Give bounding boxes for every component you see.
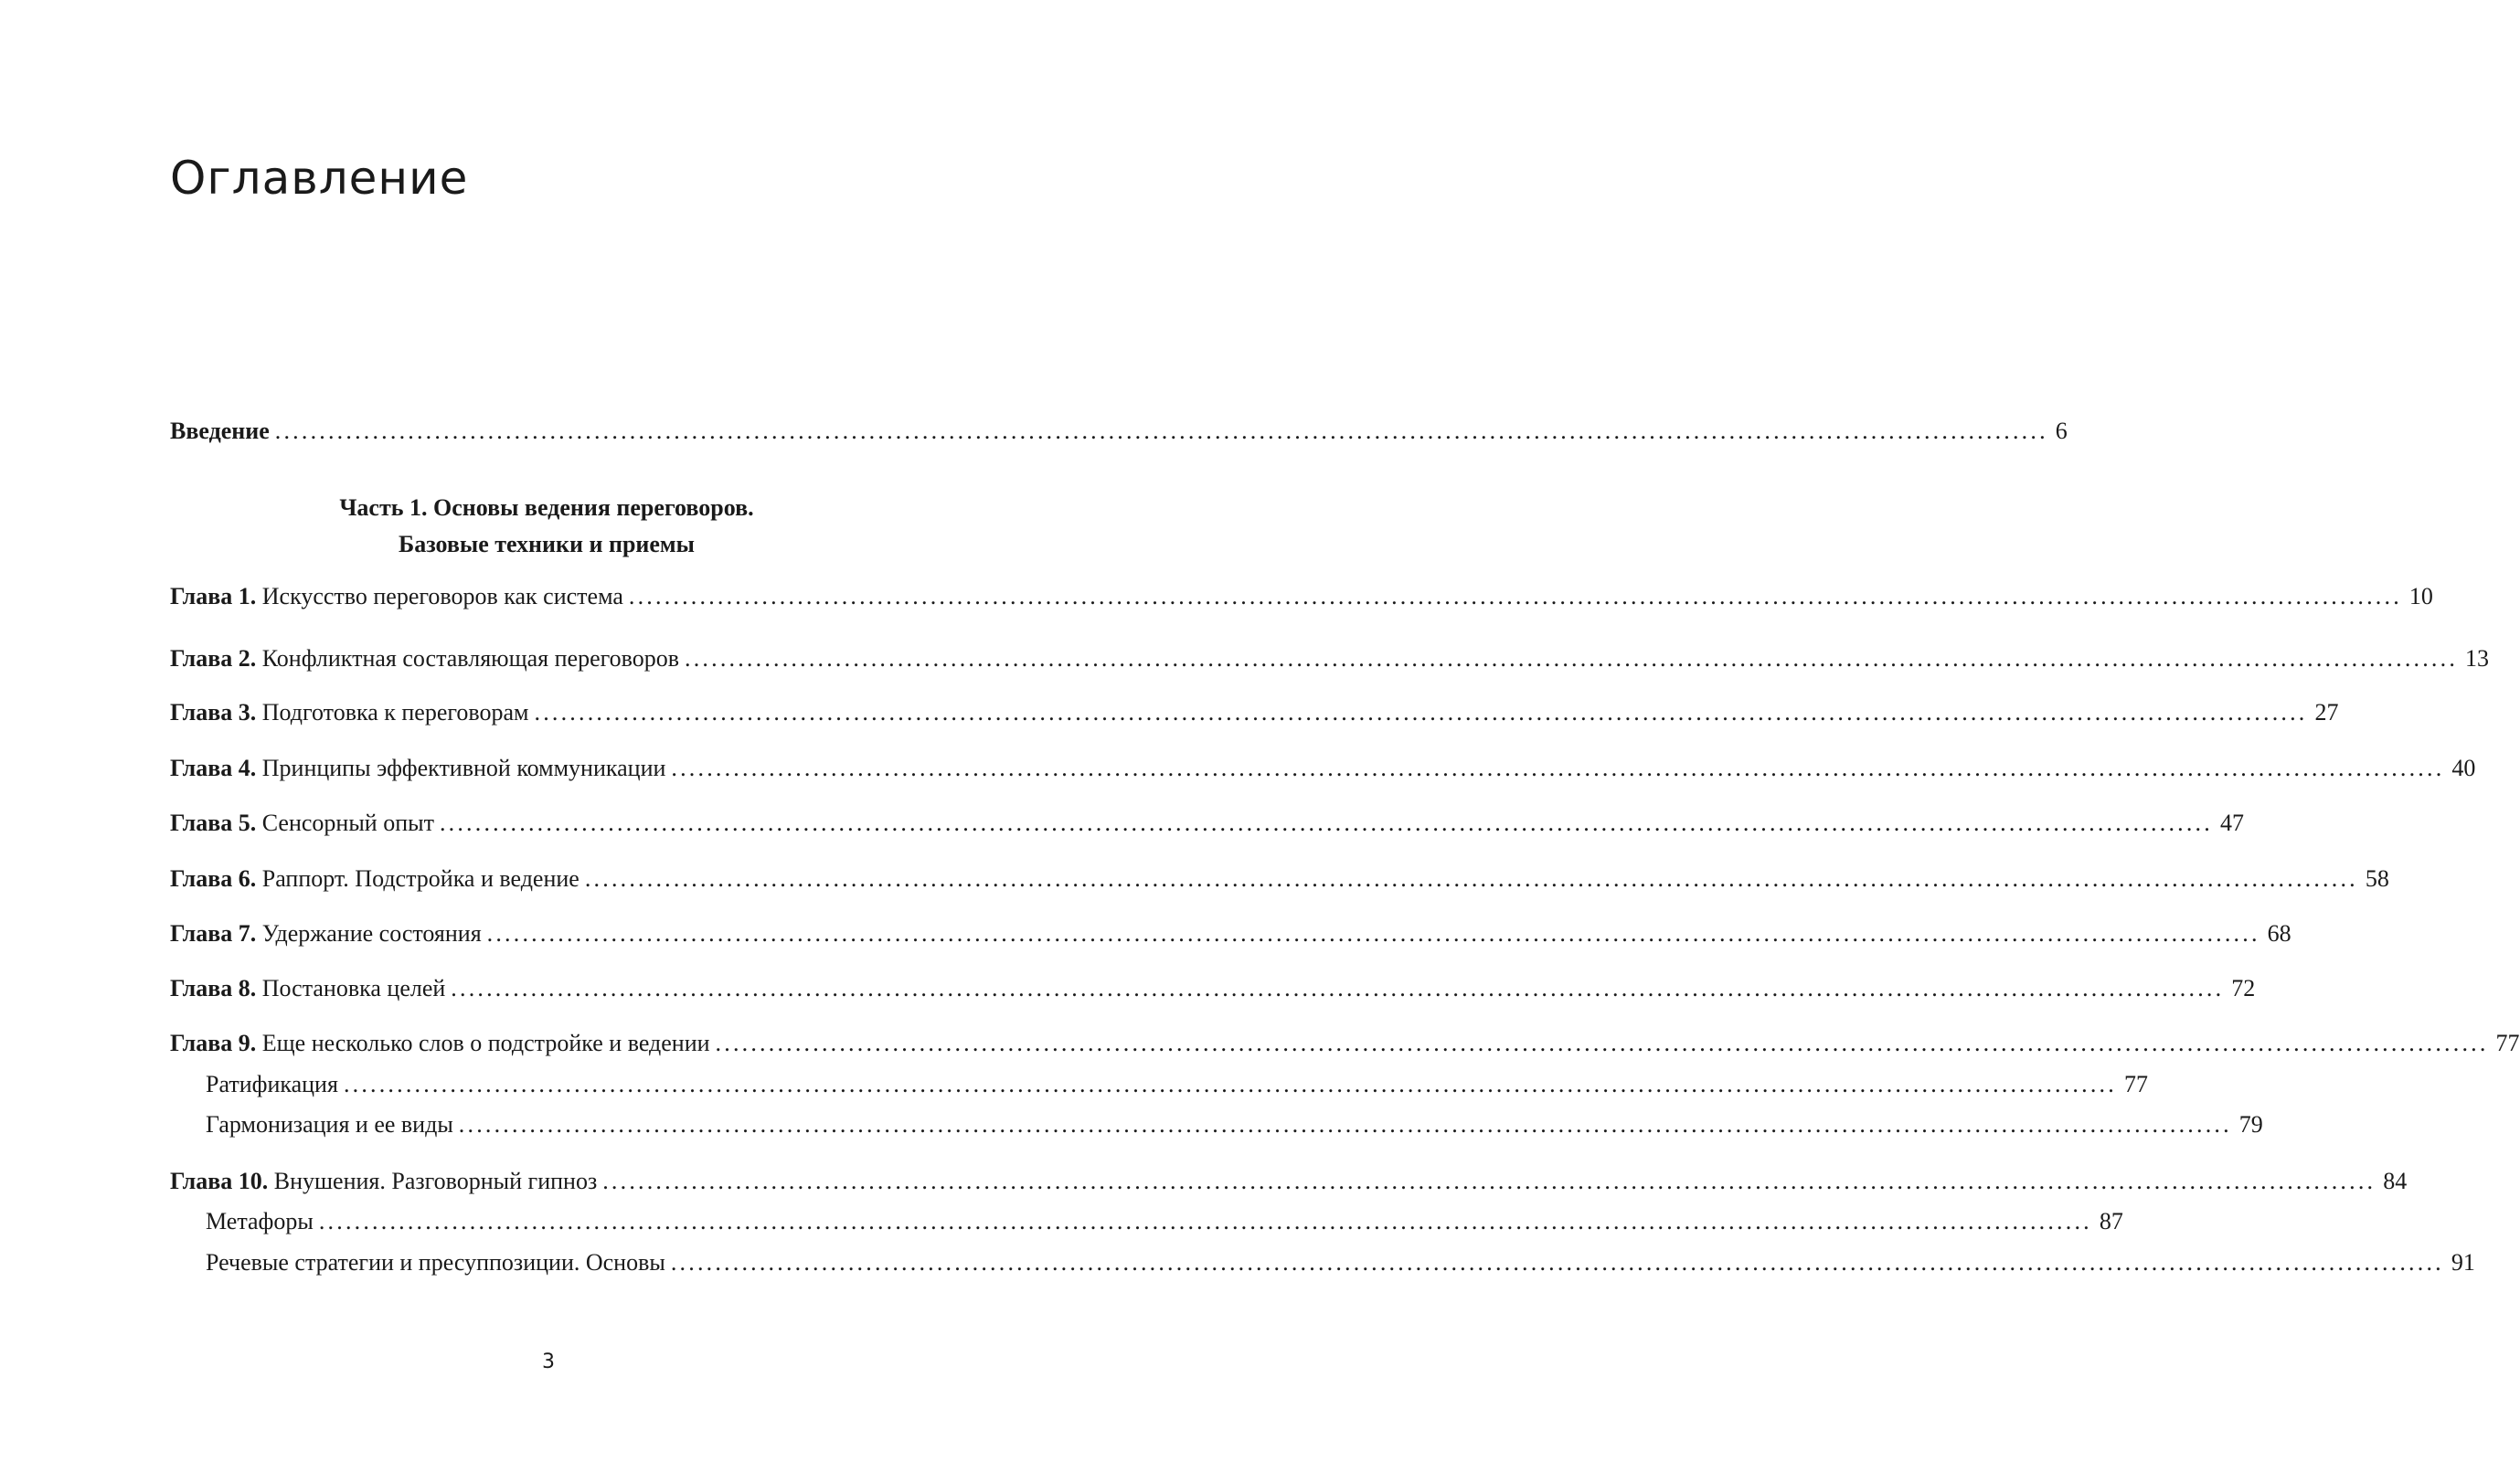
dot-leader: ........................................................................................................................................................................................................ xyxy=(671,755,2445,781)
chapter-prefix: Глава 2. xyxy=(170,645,257,672)
section-title: Речевые стратегии и пресуппозиции. Основы xyxy=(206,1249,665,1276)
section-title: Ратификация xyxy=(206,1071,338,1097)
chapter-prefix: Глава 7. xyxy=(170,920,257,947)
chapter-prefix: Глава 8. xyxy=(170,975,257,1001)
chapter-title: Конфликтная составляющая переговоров xyxy=(261,645,680,672)
toc-page-number: 84 xyxy=(2383,1168,2408,1194)
toc-entry-chapter-8[interactable] xyxy=(170,974,2256,1003)
toc-page-number: 79 xyxy=(2238,1111,2263,1138)
toc-entry-section-speech-strategies[interactable] xyxy=(206,1248,2475,1277)
toc-entry-section-harmonization[interactable] xyxy=(206,1110,2263,1139)
dot-leader: ........................................................................................................................................................................................................ xyxy=(458,1111,2232,1138)
toc-entry-chapter-7[interactable] xyxy=(170,919,2291,948)
part-heading-line-2: Базовые техники и приемы xyxy=(399,531,695,557)
toc-page-number: 77 xyxy=(2495,1030,2520,1056)
dot-leader: ........................................................................................................................................................................................................ xyxy=(534,699,2308,726)
chapter-prefix: Глава 9. xyxy=(170,1030,257,1056)
page-number: 3 xyxy=(542,1351,555,1373)
toc-page-number: 68 xyxy=(2267,920,2291,947)
toc-page-number: 6 xyxy=(2055,418,2068,444)
dot-leader: ........................................................................................................................................................................................................ xyxy=(274,418,2048,444)
toc-entry-chapter-2[interactable] xyxy=(170,644,2490,673)
chapter-title: Постановка целей xyxy=(261,975,446,1001)
dot-leader: ........................................................................................................................................................................................................ xyxy=(628,583,2402,609)
toc-entry-chapter-4[interactable] xyxy=(170,754,2476,783)
section-title: Метафоры xyxy=(206,1208,314,1234)
toc-page-number: 47 xyxy=(2219,810,2244,836)
toc-page-number: 27 xyxy=(2314,699,2339,726)
toc-entry-section-metaphors[interactable] xyxy=(206,1207,2123,1236)
page-title: Оглавление xyxy=(170,152,469,205)
chapter-title: Раппорт. Подстройка и ведение xyxy=(261,865,579,892)
toc-entry-chapter-1[interactable] xyxy=(170,582,2433,611)
toc-page-number: 40 xyxy=(2451,755,2476,781)
chapter-prefix: Глава 10. xyxy=(170,1168,269,1194)
dot-leader: ........................................................................................................................................................................................................ xyxy=(602,1168,2376,1194)
dot-leader: ........................................................................................................................................................................................................ xyxy=(584,865,2358,892)
dot-leader: ........................................................................................................................................................................................................ xyxy=(318,1208,2092,1234)
toc-entry-section-ratification[interactable] xyxy=(206,1070,2148,1099)
part-heading-line-1: Часть 1. Основы ведения переговоров. xyxy=(339,494,754,521)
dot-leader: ........................................................................................................................................................................................................ xyxy=(486,920,2260,947)
dot-leader: ........................................................................................................................................................................................................ xyxy=(670,1249,2444,1276)
toc-page-number: 58 xyxy=(2365,865,2389,892)
chapter-title: Принципы эффективной коммуникации xyxy=(261,755,666,781)
chapter-title: Подготовка к переговорам xyxy=(261,699,529,726)
toc-page-number: 77 xyxy=(2123,1071,2148,1097)
toc-entry-chapter-3[interactable] xyxy=(170,698,2339,727)
chapter-title: Сенсорный опыт xyxy=(261,810,434,836)
toc-page-number: 10 xyxy=(2408,583,2433,609)
dot-leader: ........................................................................................................................................................................................................ xyxy=(451,975,2225,1001)
chapter-title: Внушения. Разговорный гипноз xyxy=(273,1168,598,1194)
toc-entry-chapter-6[interactable] xyxy=(170,864,2389,894)
chapter-prefix: Глава 4. xyxy=(170,755,257,781)
part-heading xyxy=(170,490,923,563)
toc-entry-label: Введение xyxy=(170,418,270,444)
dot-leader: ........................................................................................................................................................................................................ xyxy=(685,645,2459,672)
chapter-prefix: Глава 1. xyxy=(170,583,257,609)
toc-entry-chapter-10[interactable] xyxy=(170,1167,2408,1196)
toc-page-number: 72 xyxy=(2231,975,2256,1001)
toc-entry-chapter-5[interactable] xyxy=(170,809,2244,838)
dot-leader: ........................................................................................................................................................................................................ xyxy=(343,1071,2117,1097)
toc-page-number: 87 xyxy=(2099,1208,2123,1234)
chapter-prefix: Глава 5. xyxy=(170,810,257,836)
chapter-prefix: Глава 3. xyxy=(170,699,257,726)
toc-entry-chapter-9[interactable] xyxy=(170,1029,2520,1058)
chapter-title: Удержание состояния xyxy=(261,920,482,947)
toc-entry-introduction[interactable] xyxy=(170,417,2068,446)
toc-page-number: 91 xyxy=(2451,1249,2475,1276)
dot-leader: ........................................................................................................................................................................................................ xyxy=(439,810,2213,836)
section-title: Гармонизация и ее виды xyxy=(206,1111,453,1138)
toc-page-number: 13 xyxy=(2465,645,2490,672)
chapter-title: Еще несколько слов о подстройке и ведении xyxy=(261,1030,710,1056)
chapter-prefix: Глава 6. xyxy=(170,865,257,892)
chapter-title: Искусство переговоров как система xyxy=(261,583,623,609)
dot-leader: ........................................................................................................................................................................................................ xyxy=(715,1030,2489,1056)
